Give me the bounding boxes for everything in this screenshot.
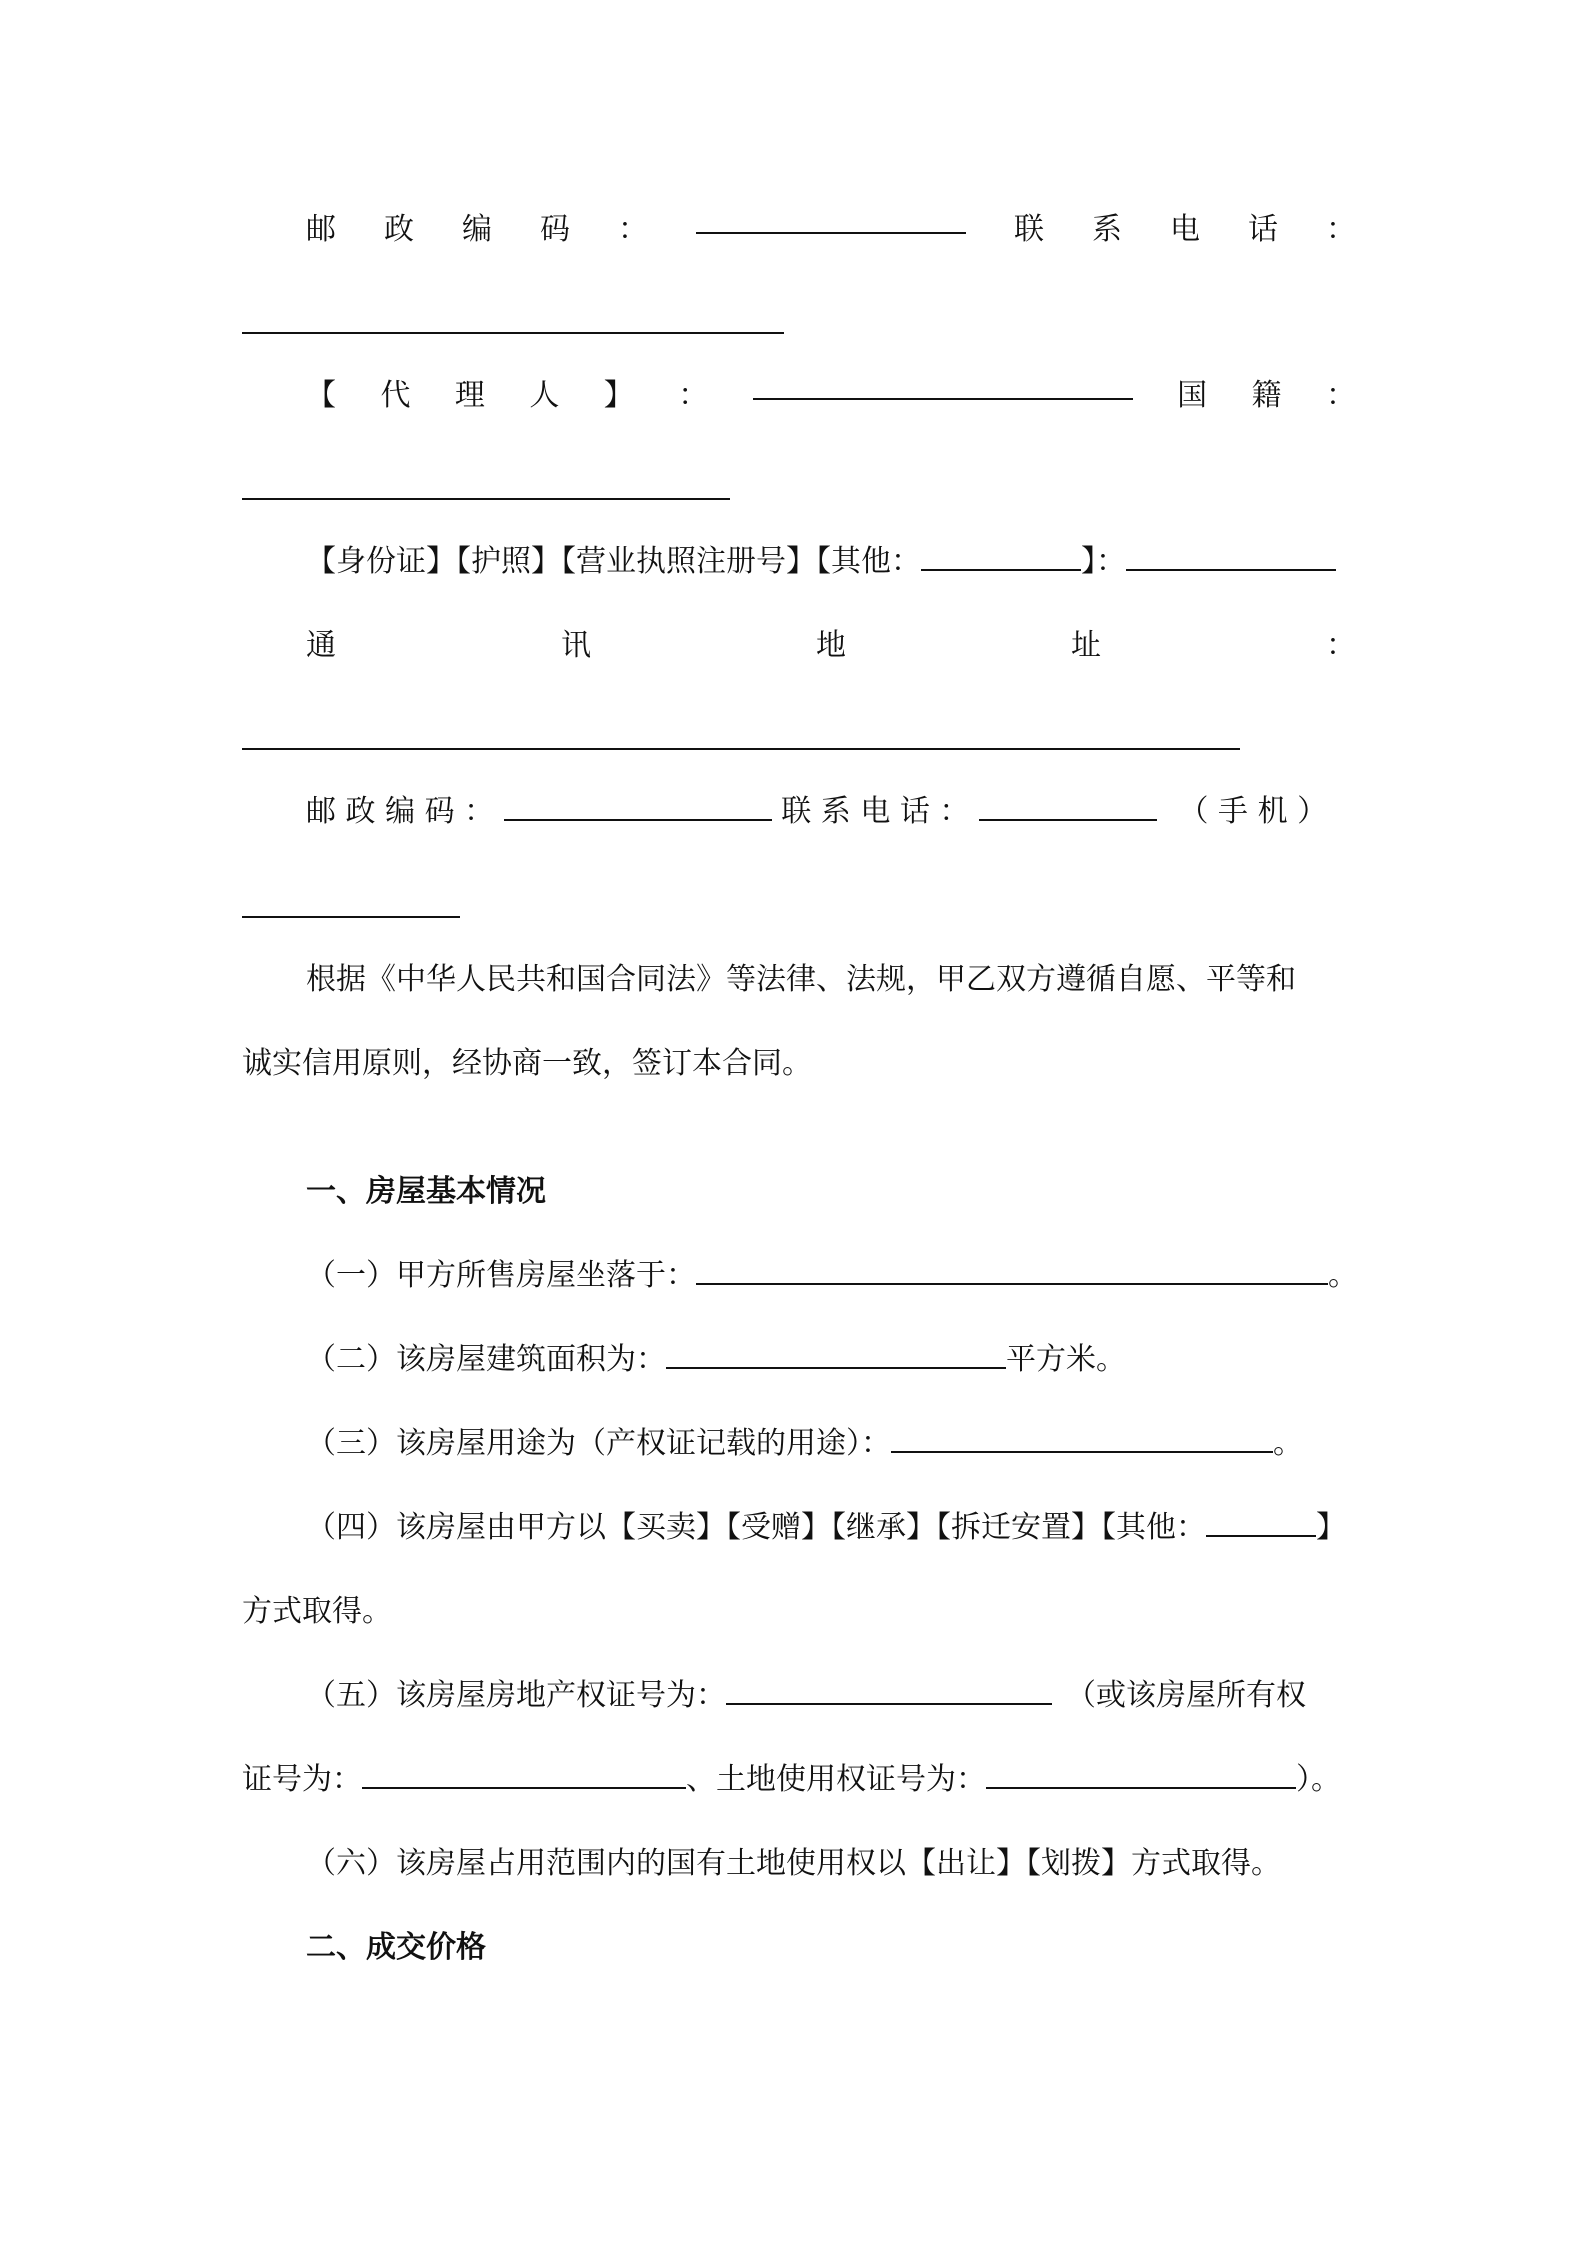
mobile-blank[interactable] [242,916,460,918]
ownership-cert-blank[interactable] [362,1765,686,1789]
id-type-text: 【身份证】【护照】【营业执照注册号】【其他： [306,544,921,579]
item-end: 平方米。 [1006,1342,1126,1377]
item-label: （二）该房屋建筑面积为： [306,1342,666,1377]
item-area [306,1340,1356,1380]
agent-postal-label: 邮 政 编 码 ： [306,794,495,829]
area-blank[interactable] [666,1345,1006,1369]
agent-postal-blank[interactable] [504,797,772,821]
postal-code-char: ： [618,212,648,247]
address-char: 讯 [561,628,591,663]
item-acquisition-cont: 方式取得。 [242,1594,392,1629]
land-cert-blank[interactable] [986,1765,1296,1789]
postal-code-char: 政 [384,212,414,247]
item-label: 、土地使用权证号为： [686,1762,986,1797]
item-end: ）。 [1296,1762,1341,1797]
item-end: 。 [1273,1426,1303,1461]
acquisition-other-blank[interactable] [1206,1513,1316,1537]
address-char: 地 [816,628,846,663]
phone-char: 系 [1092,212,1122,247]
item-label: （四）该房屋由甲方以【买卖】【受赠】【继承】【拆迁安置】【其他： [306,1510,1206,1545]
section-heading: 二、成交价格 [306,1930,486,1965]
preamble-line-2: 诚实信用原则，经协商一致，签订本合同。 [242,1046,812,1081]
postal-code-char: 编 [462,212,492,247]
agent-label-char: 】 [603,378,634,413]
postal-code-blank[interactable] [696,210,966,234]
item-label: 证号为： [242,1762,362,1797]
item-certificate-cont [242,1760,1356,1800]
address-char: ： [1326,628,1356,663]
certificate-blank[interactable] [726,1681,1052,1705]
location-blank[interactable] [696,1261,1328,1285]
phone-char: 电 [1170,212,1200,247]
section-heading: 一、房屋基本情况 [306,1174,546,1209]
nationality-char: 籍 [1251,378,1282,413]
id-type-line [306,542,1356,582]
usage-blank[interactable] [891,1429,1273,1453]
agent-contact-line [306,792,1356,832]
agent-mobile-label: （ 手 机 ） [1178,794,1328,829]
postal-code-char: 邮 [306,212,336,247]
agent-label-char: 理 [454,378,485,413]
item-label: （一）甲方所售房屋坐落于： [306,1258,696,1293]
item-certificate [306,1676,1356,1716]
agent-name-blank[interactable] [753,376,1133,400]
nationality-char: ： [1325,378,1356,413]
phone-blank[interactable] [242,332,784,334]
postal-code-char: 码 [540,212,570,247]
id-number-blank[interactable] [1126,547,1336,571]
agent-label-char: 【 [306,378,336,413]
item-land-right: （六）该房屋占用范围内的国有土地使用权以【出让】【划拨】方式取得。 [306,1846,1281,1881]
agent-line [306,376,1356,416]
postal-phone-line [306,210,1356,250]
agent-label-char: ： [678,378,709,413]
phone-char: ： [1326,212,1356,247]
agent-phone-blank[interactable] [979,797,1157,821]
item-end: 】 [1316,1510,1346,1545]
id-other-blank[interactable] [921,547,1081,571]
nationality-blank[interactable] [242,498,730,500]
item-end: （或该房屋所有权 [1066,1678,1306,1713]
phone-char: 话 [1248,212,1278,247]
address-char: 址 [1071,628,1101,663]
address-char: 通 [306,628,336,663]
item-end: 。 [1328,1258,1358,1293]
phone-char: 联 [1014,212,1044,247]
id-type-text-mid: 】： [1081,544,1126,579]
address-line [306,626,1356,666]
item-usage [306,1424,1356,1464]
address-blank[interactable] [242,748,1240,750]
agent-label-char: 人 [529,378,560,413]
item-location [306,1256,1356,1296]
nationality-char: 国 [1177,378,1208,413]
preamble-line-1: 根据《中华人民共和国合同法》等法律、法规，甲乙双方遵循自愿、平等和 [306,962,1296,997]
item-label: （五）该房屋房地产权证号为： [306,1678,726,1713]
agent-label-char: 代 [380,378,411,413]
item-label: （三）该房屋用途为（产权证记载的用途）： [306,1426,891,1461]
item-acquisition [306,1508,1356,1548]
agent-phone-label: 联 系 电 话 ： [781,794,970,829]
